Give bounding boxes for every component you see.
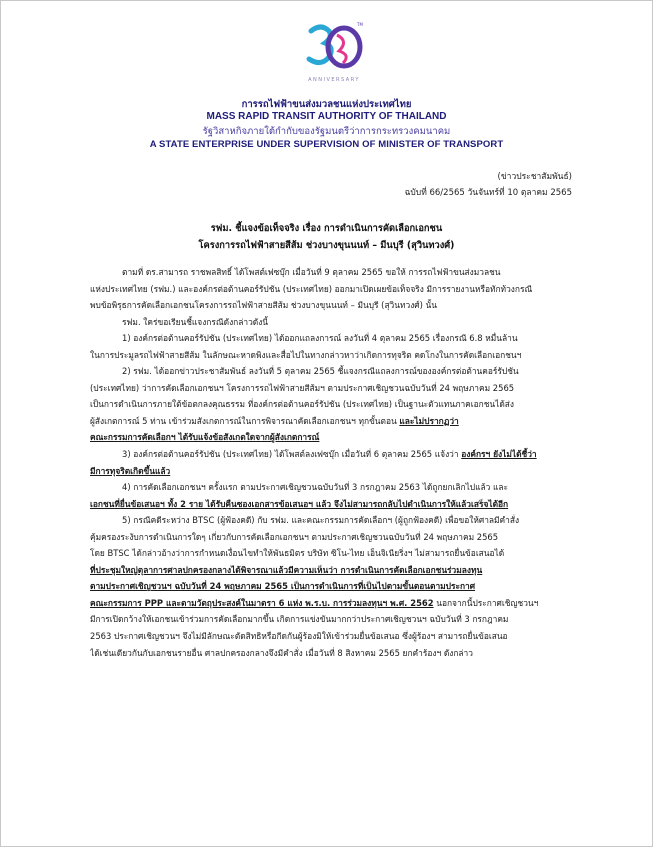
issue-number-date: ฉบับที่ 66/2565 วันจันทร์ที่ 10 ตุลาคม 2565 xyxy=(404,188,572,198)
emphasized-line: มีการทุจริตเกิดขึ้นแล้ว xyxy=(90,465,171,476)
body-line: คุ้มครองระงับการดำเนินการใดๆ เกี่ยวกับการคัดเลือกเอกชนฯ ตามประกาศเชิญชวนฉบับวันที่ 24 พฤษภาคม 2565 xyxy=(90,531,499,542)
emphasized-text: องค์กรฯ ยังไม่ได้ชี้ว่า xyxy=(461,449,537,460)
emphasized-text: คณะกรรมการ PPP และตามวัตถุประสงค์ในมาตรา 6 แห่ง พ.ร.บ. การร่วมลงทุนฯ พ.ศ. 2562 xyxy=(90,597,434,608)
emphasized-line: ตามประกาศเชิญชวนฯ ฉบับวันที่ 24 พฤษภาคม 2565 เป็นการดำเนินการที่เป็นไปตามขั้นตอนตามประกาศ xyxy=(90,581,476,592)
body-line: 2) รฟม. ได้ออกข่าวประชาสัมพันธ์ ลงวันที่ 5 ตุลาคม 2565 ชี้แจงกรณีแถลงการณ์ขององค์กรต่อต้านคอร์รัปชัน xyxy=(122,366,519,377)
emphasized-text: และไม่ปรากฏว่า xyxy=(399,415,459,426)
body-line: 4) การคัดเลือกเอกชนฯ ครั้งแรก ตามประกาศเชิญชวนฉบับวันที่ 3 กรกฎาคม 2563 ได้ถูกยกเลิกไปแล้ว และ xyxy=(122,482,509,493)
emphasized-line: คณะกรรมการคัดเลือกฯ ได้รับแจ้งข้อสังเกตใดจากผู้สังเกตการณ์ xyxy=(90,432,320,443)
logo-tm-mark: TM xyxy=(357,22,363,27)
press-release-label: (ข่าวประชาสัมพันธ์) xyxy=(497,172,572,182)
body-line: เป็นการดำเนินการภายใต้ข้อตกลงคุณธรรม ที่องค์กรต่อต้านคอร์รัปชัน (ประเทศไทย) เป็นฐานะตัวแทนภาคเอกชนได้ส่ง xyxy=(90,399,515,410)
org-subtitle-thai: รัฐวิสาหกิจภายใต้กำกับของรัฐมนตรีว่าการกระทรวงคมนาคม xyxy=(202,126,451,137)
body-line: โดย BTSC ได้กล่าวอ้างว่าการกำหนดเงื่อนไขทำให้พันธมิตร บริษัท ซิโน-ไทย เอ็นจิเนียริ่งฯ ไม่สามารถยื่นข้อเสนอได้ xyxy=(90,548,505,559)
document-body xyxy=(90,264,574,661)
document-title-line-1: รฟม. ชี้แจงข้อเท็จจริง เรื่อง การดำเนินการคัดเลือกเอกชน xyxy=(210,223,443,234)
emphasized-line: ที่ประชุมใหญ่ตุลาการศาลปกครองกลางได้พิจารณาแล้วมีความเห็นว่า การดำเนินการคัดเลือกเอกชนร่วมลงทุน xyxy=(90,564,483,575)
body-text: 3) องค์กรต่อต้านคอร์รัปชัน (ประเทศไทย) ได้โพสต์ลงเฟซบุ๊ก เมื่อวันที่ 6 ตุลาคม 2565 แจ้งว่า xyxy=(122,449,462,460)
document-title-line-2: โครงการรถไฟฟ้าสายสีส้ม ช่วงบางขุนนนท์ – มีนบุรี (สุวินทวงศ์) xyxy=(198,240,455,251)
body-line: มีการเปิดกว้างให้เอกชนเข้าร่วมการคัดเลือกมากขึ้น เกิดการแข่งขันมากกว่าประกาศเชิญชวนฯ ฉบับวันที่ 3 กรกฎาคม xyxy=(90,614,509,625)
body-line: 5) กรณีคดีระหว่าง BTSC (ผู้ฟ้องคดี) กับ รฟม. และคณะกรรมการคัดเลือกฯ (ผู้ถูกฟ้องคดี) เพื่อขอให้ศาลมีคำสั่ง xyxy=(122,515,520,526)
body-line xyxy=(90,413,574,430)
body-line xyxy=(90,446,574,463)
body-line: (ประเทศไทย) ว่าการคัดเลือกเอกชนฯ โครงการรถไฟฟ้าสายสีส้มฯ ตามประกาศเชิญชวนฉบับวันที่ 24 พฤษภาคม 2565 xyxy=(90,382,515,393)
org-name-thai: การรถไฟฟ้าขนส่งมวลชนแห่งประเทศไทย xyxy=(241,99,412,110)
body-line: ในการประมูลรถไฟฟ้าสายสีส้ม ในลักษณะหาดพิงและสื่อไปในทางกล่าวหาว่าเกิดการทุจริต คดโกงในการคัดเลือกเอกชนฯ xyxy=(90,349,522,360)
body-line: 2563 ประกาศเชิญชวนฯ จึงไม่มีลักษณะตัดสิทธิหรือกีดกันผู้ร้องมิให้เข้าร่วมยื่นข้อเสนอ ซึ่งผู้ร้องฯ สามารถยื่นข้อเสนอ xyxy=(90,631,508,642)
body-line: 1) องค์กรต่อต้านคอร์รัปชัน (ประเทศไทย) ได้ออกแถลงการณ์ ลงวันที่ 4 ตุลาคม 2565 เรื่องกรณี 6.8 หมื่นล้าน xyxy=(122,333,518,344)
org-name-english: MASS RAPID TRANSIT AUTHORITY OF THAILAND xyxy=(206,111,447,122)
body-text: ผู้สังเกตการณ์ 5 ท่าน เข้าร่วมสังเกตการณ์ในการพิจารณาคัดเลือกเอกชนฯ ทุกขั้นตอน xyxy=(90,415,400,426)
logo-caption: ANNIVERSARY xyxy=(308,77,360,83)
body-text: นอกจากนี้ประกาศเชิญชวนฯ xyxy=(433,597,539,608)
body-line: แห่งประเทศไทย (รฟม.) และองค์กรต่อต้านคอร์รัปชัน (ประเทศไทย) ออกมาเปิดเผยข้อเท็จจริง มีการรายงานหรือทักท้วงกรณี xyxy=(90,283,533,294)
emphasized-line: เอกชนที่ยื่นข้อเสนอฯ ทั้ง 2 ราย ได้รับคืนซองเอกสารข้อเสนอฯ แล้ว จึงไม่สามารถกลับไปดำเนินการให้แล้วเสร็จได้อีก xyxy=(90,498,509,509)
body-line: รฟม. ใคร่ขอเรียนชี้แจงกรณีดังกล่าวดังนี้ xyxy=(122,316,269,327)
body-line: ได้เช่นเดียวกันกับเอกชนรายอื่น ศาลปกครองกลางจึงมีคำสั่ง เมื่อวันที่ 8 สิงหาคม 2565 ยกคำร้องฯ ดังกล่าว xyxy=(90,647,473,658)
org-subtitle-english: A STATE ENTERPRISE UNDER SUPERVISION OF MINISTER OF TRANSPORT xyxy=(149,139,504,150)
body-line xyxy=(90,595,574,612)
body-line: พบข้อพิรุธการคัดเลือกเอกชนโครงการรถไฟฟ้าสายสีส้ม ช่วงบางขุนนนท์ – มีนบุรี (สุวินทวงศ์) นั้น xyxy=(90,300,437,311)
body-line: ตามที่ ดร.สามารถ ราชพลสิทธิ์ ได้โพสต์เฟซบุ๊ก เมื่อวันที่ 9 ตุลาคม 2565 ขอให้ การรถไฟฟ้าขนส่งมวลชน xyxy=(122,267,501,277)
